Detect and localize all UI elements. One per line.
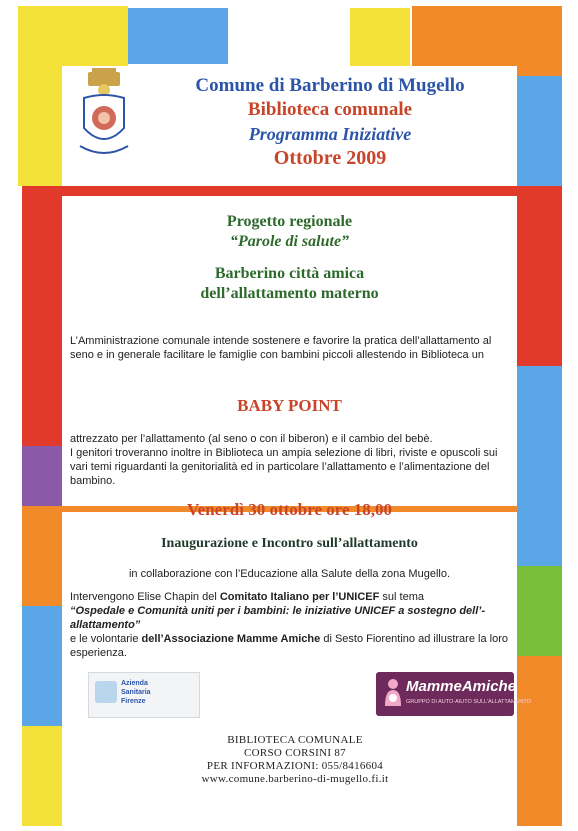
color-block-white-gap <box>228 8 348 64</box>
description <box>70 432 510 488</box>
header-municipality: Comune di Barberino di Mugello <box>195 75 465 96</box>
footer-library: BIBLIOTECA COMUNALE <box>227 734 363 746</box>
header-library: Biblioteca comunale <box>247 99 413 120</box>
baby-point-title: BABY POINT <box>237 396 342 415</box>
asl-logo-text <box>121 679 151 706</box>
subtitle <box>62 264 517 304</box>
speakers-mamme-amiche: dell’Associazione Mamme Amiche <box>141 633 321 645</box>
asl-l3: Firenze <box>121 698 146 705</box>
header-program: Programma Iniziative <box>248 124 412 144</box>
color-block-blue-left <box>22 606 62 726</box>
color-block-purple-left <box>22 446 62 506</box>
description-p1: attrezzato per l’allattamento (al seno o con il biberon) e il cambio del bebè. <box>70 433 433 445</box>
speakers-paragraph <box>70 590 510 660</box>
speakers-line3 <box>70 632 510 660</box>
intro-paragraph: L’Amministrazione comunale intende sostenere e favorire la pratica dell’allattamento al seno e in generale facilitare le famiglie con bambini piccoli allestendo in Biblioteca un <box>70 335 492 361</box>
asl-l1: Azienda <box>121 680 148 687</box>
project-line2: “Parole di salute” <box>229 233 350 250</box>
speakers-a3: sul tema <box>379 591 424 603</box>
asl-logo <box>88 672 200 718</box>
color-block-yellow-left <box>18 66 62 186</box>
color-block-yellow-left-bottom <box>22 726 62 826</box>
inner-band-red <box>62 186 517 196</box>
footer-website[interactable]: www.comune.barberino-di-mugello.fi.it <box>201 773 389 785</box>
header <box>140 74 520 170</box>
speakers-a1: Intervengono Elise Chapin del <box>70 591 220 603</box>
coat-of-arms-icon <box>74 68 134 166</box>
speakers-unicef: Comitato Italiano per l’UNICEF <box>219 591 380 603</box>
footer-address: CORSO CORSINI 87 <box>244 747 346 759</box>
description-p2: I genitori troveranno inoltre in Biblioteca un ampia selezione di libri, riviste e opuscoli sui vari temi riguardanti la genitorialità ed in particolare l’allattamento e l’alimentazione del bambino. <box>70 447 498 487</box>
speakers-theme: “Ospedale e Comunità uniti per i bambini: le iniziative UNICEF a sostegno dell’-allattamento” <box>70 605 486 631</box>
footer-phone: PER INFORMAZIONI: 055/8416604 <box>206 760 384 772</box>
event-collab: in collaborazione con l’Educazione alla Salute della zona Mugello. <box>128 568 451 580</box>
header-month: Ottobre 2009 <box>273 147 387 169</box>
color-block-blue-right-mid <box>517 366 562 566</box>
speakers-line1 <box>70 590 510 604</box>
color-block-red-right <box>517 186 562 366</box>
speakers-b1: e le volontarie <box>70 633 142 645</box>
color-block-blue-right <box>517 76 562 186</box>
mamme-amiche-title: MammeAmiche <box>406 678 517 695</box>
mamme-amiche-logo <box>376 672 531 716</box>
color-block-yellow-top-right <box>350 8 410 68</box>
color-block-yellow-top-left <box>18 6 128 66</box>
asl-l2: Sanitaria <box>121 689 151 696</box>
project-line1: Progetto regionale <box>226 213 353 230</box>
subtitle-line1: Barberino città amica <box>214 265 365 282</box>
color-block-green-right <box>517 566 562 656</box>
project-title <box>62 212 517 252</box>
color-block-red-left <box>22 186 62 446</box>
color-block-orange-right <box>517 656 562 826</box>
footer <box>150 734 440 786</box>
event-title: Inaugurazione e Incontro sull’allattamento <box>161 536 418 551</box>
mamme-amiche-subtitle: GRUPPO DI AUTO-AIUTO SULL’ALLATTAMENTO <box>406 699 531 705</box>
speakers-b3: di Sesto Fiorentino ad illustrare la loro esperienza. <box>70 633 508 659</box>
event-date: Venerdì 30 ottobre ore 18,00 <box>186 500 393 519</box>
subtitle-line2: dell’allattamento materno <box>200 285 379 302</box>
mother-child-icon <box>382 678 404 708</box>
health-agency-icon <box>95 681 117 703</box>
color-block-orange-left <box>22 506 62 606</box>
color-block-blue-top-left <box>128 8 228 64</box>
